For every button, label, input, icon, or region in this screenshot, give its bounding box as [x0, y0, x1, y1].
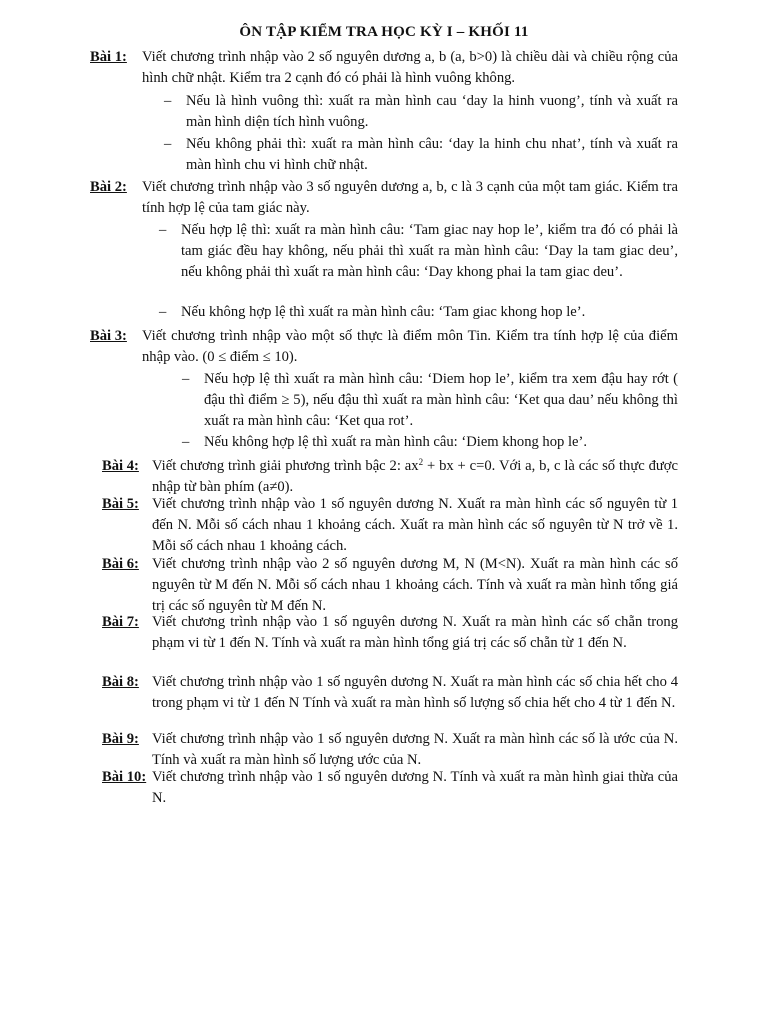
- bullet-item: [164, 134, 678, 176]
- bullet-text: Nếu hợp lệ thì: xuất ra màn hình câu: ‘Tam giac nay hop le’, kiểm tra đó có phải là tam giác đều hay không, nếu phải thì xuất ra màn hình câu: ‘Day la tam giac deu’, nếu không phải thì xuất ra màn hình câu: ‘Day khong phai la tam giac deu’.: [181, 222, 678, 280]
- exponent: 2: [418, 457, 424, 467]
- problem-label: Bài 4:: [102, 458, 139, 474]
- dash-bullet-icon: –: [182, 371, 190, 387]
- problem-label: Bài 6:: [102, 556, 139, 572]
- problem-8: [102, 672, 678, 714]
- problem-text: Viết chương trình nhập vào một số thực là điểm môn Tin. Kiểm tra tính hợp lệ của điểm nhập vào. (0 ≤ điểm ≤ 10).: [142, 328, 678, 365]
- problem-6: [102, 554, 678, 617]
- bullet-item: [159, 220, 678, 283]
- problem-text: Viết chương trình nhập vào 3 số nguyên dương a, b, c là 3 cạnh của một tam giác. Kiểm tra tính hợp lệ của tam giác này.: [142, 179, 678, 216]
- problem-label: Bài 2:: [90, 179, 127, 195]
- problem-5: [102, 494, 678, 557]
- dash-bullet-icon: –: [164, 136, 172, 152]
- bullet-text: Nếu không hợp lệ thì xuất ra màn hình câu: ‘Diem khong hop le’.: [204, 434, 588, 450]
- problem-text: Viết chương trình nhập vào 1 số nguyên dương N. Xuất ra màn hình các số là ước của N. Tính và xuất ra màn hình số lượng ước của N.: [152, 731, 678, 768]
- page-title: ÔN TẬP KIỂM TRA HỌC KỲ I – KHỐI 11: [239, 24, 529, 40]
- dash-bullet-icon: –: [159, 222, 167, 238]
- problem-label: Bài 1:: [90, 49, 127, 65]
- problem-text: Viết chương trình nhập vào 1 số nguyên dương N. Xuất ra màn hình các số chẵn trong phạm vi từ 1 đến N. Tính và xuất ra màn hình tổng giá trị các số chẵn từ 1 đến N.: [152, 614, 678, 651]
- problem-7: [102, 612, 678, 654]
- bullet-text: Nếu hợp lệ thì xuất ra màn hình câu: ‘Diem hop le’, kiểm tra xem đậu hay rớt ( đậu thì điểm ≥ 5), nếu đậu thì xuất ra màn hình câu: ‘Ket qua dau’ nếu không thì xuất ra màn hình câu: ‘Ket qua rot’.: [204, 371, 678, 429]
- problem-text: Viết chương trình giải phương trình bậc 2: $ax^2$ + bx + c=0. Với a, b, c là các số thực được nhập từ bàn phím (a≠0).: [152, 457, 678, 495]
- problem-9: [102, 729, 678, 771]
- problem-text: Viết chương trình nhập vào 1 số nguyên dương N. Xuất ra màn hình các số chia hết cho 4 trong phạm vi từ 1 đến N Tính và xuất ra màn hình số lượng số chia hết cho 4 từ 1 đến N.: [152, 674, 678, 711]
- problem-4: [102, 456, 678, 498]
- dash-bullet-icon: –: [164, 93, 172, 109]
- bullet-item: [164, 91, 678, 133]
- problem-label: Bài 10:: [102, 769, 147, 785]
- problem-text: Viết chương trình nhập vào 2 số nguyên dương M, N (M<N). Xuất ra màn hình các số nguyên từ M đến N. Mỗi số cách nhau 1 khoảng cách. Tính và xuất ra màn hình tổng giá trị các số nguyên từ M đến N.: [152, 556, 678, 614]
- problem-label: Bài 3:: [90, 328, 127, 344]
- bullet-item: [159, 302, 678, 323]
- bullet-text: Nếu là hình vuông thì: xuất ra màn hình cau ‘day la hinh vuong’, tính và xuất ra màn hình diện tích hình vuông.: [186, 93, 678, 130]
- problem-label: Bài 8:: [102, 674, 139, 690]
- problem-10: [102, 767, 678, 809]
- problem-1: [90, 47, 678, 89]
- dash-bullet-icon: –: [159, 304, 167, 320]
- bullet-text: Nếu không hợp lệ thì xuất ra màn hình câu: ‘Tam giac khong hop le’.: [181, 304, 586, 320]
- bullet-item: [182, 369, 678, 432]
- dash-bullet-icon: –: [182, 434, 190, 450]
- problem-label: Bài 7:: [102, 614, 139, 630]
- problem-2: [90, 177, 678, 219]
- problem-text: Viết chương trình nhập vào 1 số nguyên dương N. Xuất ra màn hình các số nguyên từ 1 đến N. Mỗi số cách nhau 1 khoảng cách. Xuất ra màn hình các số nguyên từ N trở về 1. Mỗi số cách nhau 1 khoảng cách.: [152, 496, 678, 554]
- problem-label: Bài 5:: [102, 496, 139, 512]
- bullet-text: Nếu không phải thì: xuất ra màn hình câu: ‘day la hinh chu nhat’, tính và xuất ra màn hình chu vi hình chữ nhật.: [186, 136, 678, 173]
- problem-label: Bài 9:: [102, 731, 139, 747]
- problem-text: Viết chương trình nhập vào 1 số nguyên dương N. Tính và xuất ra màn hình giai thừa của N.: [152, 769, 678, 806]
- bullet-item: [182, 432, 678, 453]
- problem-text: Viết chương trình nhập vào 2 số nguyên dương a, b (a, b>0) là chiều dài và chiều rộng của hình chữ nhật. Kiểm tra 2 cạnh đó có phải là hình vuông không.: [142, 49, 678, 86]
- problem-3: [90, 326, 678, 368]
